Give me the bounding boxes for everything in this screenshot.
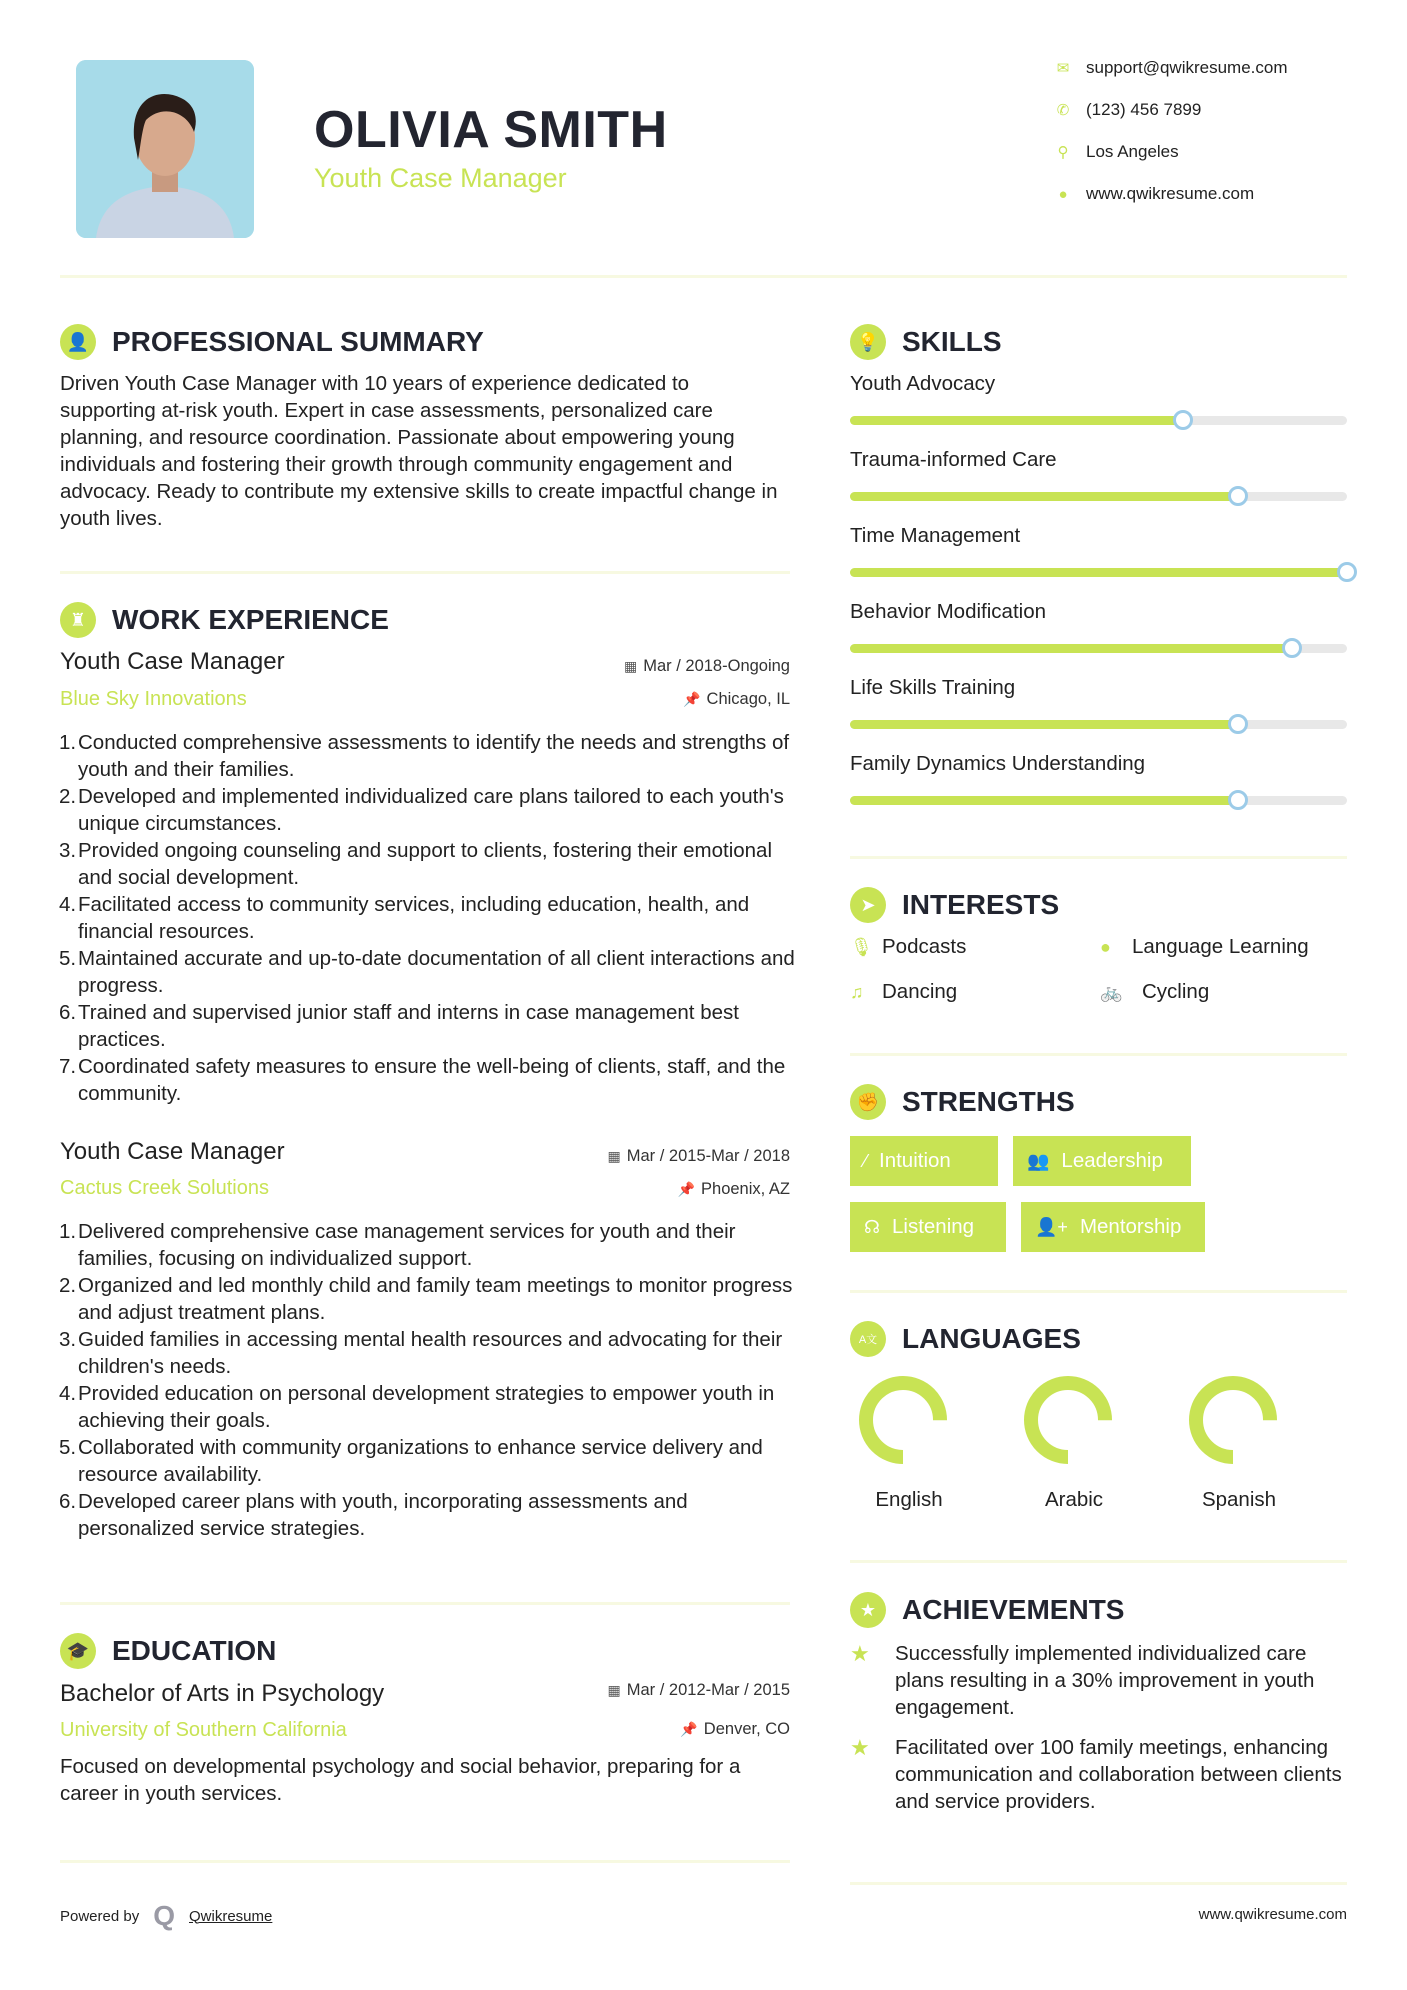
language-icon: A文 [850,1321,886,1357]
summary-heading [60,323,484,361]
strength-chip [1013,1136,1191,1186]
phone-icon: ✆ [1056,102,1070,119]
duty-item: Maintained accurate and up-to-date documentation of all client interactions and progress. [78,947,795,997]
achievements-heading [850,1591,1124,1629]
education-description: Focused on developmental psychology and social behavior, preparing for a career in youth services. [60,1755,741,1805]
school: University of Southern California [60,1719,347,1741]
star-icon: ★ [850,1641,870,1666]
skill-label: Youth Advocacy [850,372,996,395]
skill-bar [850,796,1347,805]
strength-label: Listening [892,1215,975,1238]
divider [850,1882,1347,1885]
skill-bar-knob [1337,562,1357,582]
duty-item: Organized and led monthly child and family team meetings to monitor progress and adjust treatment plans. [78,1274,793,1324]
skill-label: Life Skills Training [850,676,1016,699]
duty-item: Provided education on personal development strategies to empower youth in achieving their goals. [78,1382,775,1432]
duty-item: Developed career plans with youth, incorporating assessments and personalized service strategies. [78,1490,688,1540]
strengths-heading [850,1083,1075,1121]
pin-icon: 📌 [680,1721,698,1737]
interest-label: Cycling [1142,980,1210,1003]
skill-bar-knob [1228,486,1248,506]
strengths-title: STRENGTHS [902,1086,1075,1117]
language-level-ring [853,1370,953,1475]
strength-chip [850,1136,998,1186]
skill-label: Trauma-informed Care [850,448,1057,471]
skill-bar-knob [1228,790,1248,810]
language-ring-arc [866,1383,940,1457]
interest-item [850,980,957,1004]
email-text[interactable]: support@qwikresume.com [1086,58,1288,77]
skill-bar-fill [850,416,1183,425]
candidate-name: OLIVIA SMITH [314,101,668,159]
languages-title: LANGUAGES [902,1323,1081,1354]
skill-bar [850,416,1347,425]
interest-label: Dancing [882,980,958,1003]
job-company: Cactus Creek Solutions [60,1177,269,1199]
strength-label: Leadership [1061,1149,1163,1172]
work-title: WORK EXPERIENCE [112,604,389,635]
language-level-ring [1018,1370,1118,1475]
skill-bar-fill [850,568,1347,577]
star-badge-icon: ★ [850,1592,886,1628]
calendar-icon: ▦ [624,658,638,674]
education-title: EDUCATION [112,1635,277,1666]
user-icon: 👤 [60,324,96,360]
location-text: Los Angeles [1086,142,1179,161]
language-level-ring [1183,1370,1283,1475]
strength-label: Mentorship [1079,1215,1182,1238]
contact-email[interactable] [1052,57,1288,79]
envelope-icon: ✉ [1056,60,1070,77]
skill-bar [850,568,1347,577]
fist-icon: ✊ [850,1084,886,1120]
achievements-title: ACHIEVEMENTS [902,1594,1125,1625]
duty-item: Provided ongoing counseling and support to clients, fostering their emotional and social development. [78,839,773,889]
profile-photo [76,60,254,238]
language-label: English [875,1488,943,1511]
strength-chip [1021,1202,1205,1252]
duty-item: Coordinated safety measures to ensure the well-being of clients, staff, and the community. [78,1055,786,1105]
job-date-text: Mar / 2018-Ongoing [643,657,790,675]
interest-label: Podcasts [882,935,967,958]
achievement-text: Successfully implemented individualized care plans resulting in a 30% improvement in youth engagement. [895,1642,1315,1719]
powered-by-text: Powered by [60,1907,140,1925]
divider [850,1053,1347,1056]
interest-label: Language Learning [1132,935,1309,958]
skills-title: SKILLS [902,326,1002,357]
divider [60,1860,790,1863]
divider [60,571,790,574]
interests-title: INTERESTS [902,889,1060,920]
contact-phone [1052,99,1201,121]
divider [60,1602,790,1605]
pin-icon: 📌 [677,1181,696,1197]
job-duties [60,1218,800,1542]
duty-item: Guided families in accessing mental health resources and advocating for their children's needs. [78,1328,783,1378]
qwikresume-link[interactable]: Qwikresume [189,1907,273,1925]
chair-icon: ♜ [60,602,96,638]
skill-bar [850,644,1347,653]
skill-bar [850,720,1347,729]
skill-bar-knob [1228,714,1248,734]
phone-text: (123) 456 7899 [1086,100,1202,119]
education-date-text: Mar / 2012-Mar / 2015 [626,1681,790,1699]
graduation-icon: 🎓 [60,1633,96,1669]
footer-website[interactable]: www.qwikresume.com [1198,1906,1347,1923]
interest-item [1100,980,1209,1004]
job-location-text: Chicago, IL [706,690,790,708]
star-icon: ★ [850,1735,870,1760]
duty-item: Collaborated with community organizations to enhance service delivery and resource availability. [78,1436,763,1486]
skill-label: Behavior Modification [850,600,1046,623]
duty-item: Conducted comprehensive assessments to identify the needs and strengths of youth and their families. [78,731,790,781]
skill-label: Family Dynamics Understanding [850,752,1146,775]
headphones-icon: ☊ [864,1216,880,1237]
divider [850,856,1347,859]
skill-bar-fill [850,644,1292,653]
job-date [608,1147,790,1166]
divider [850,1560,1347,1563]
candidate-role: Youth Case Manager [314,163,567,193]
job-location-text: Phoenix, AZ [701,1180,790,1198]
skills-heading [850,323,1002,361]
language-label: Arabic [1044,1488,1104,1511]
education-location [680,1720,790,1739]
paper-plane-icon: ➤ [850,887,886,923]
contact-website[interactable] [1052,183,1254,205]
achievement-item [850,1734,1350,1815]
contact-location [1052,141,1179,163]
degree: Bachelor of Arts in Psychology [60,1680,385,1707]
calendar-icon: ▦ [607,1148,621,1164]
job-company: Blue Sky Innovations [60,688,247,710]
language-label: Spanish [1201,1488,1277,1511]
skill-bar-fill [850,720,1238,729]
duty-item: Trained and supervised junior staff and interns in case management best practices. [78,1001,739,1051]
language-ring-arc [1031,1383,1105,1457]
achievement-text: Facilitated over 100 family meetings, enhancing communication and collaboration between clients and service providers. [895,1736,1342,1813]
job-title: Youth Case Manager [60,648,285,675]
job-title: Youth Case Manager [60,1138,285,1165]
skill-bar-knob [1282,638,1302,658]
summary-title: PROFESSIONAL SUMMARY [112,326,484,357]
work-heading [60,601,389,639]
calendar-icon: ▦ [607,1682,621,1698]
interests-heading [850,886,1059,924]
job-location [678,1180,790,1199]
language-ring-arc [1196,1383,1270,1457]
skill-bar-fill [850,492,1238,501]
header-divider [60,275,1347,278]
skill-bar [850,492,1347,501]
globe-icon: ● [1100,936,1111,957]
skill-bar-knob [1173,410,1193,430]
user-plus-icon: 👤+ [1035,1216,1068,1237]
education-heading [60,1632,276,1670]
skill-bar-fill [850,796,1238,805]
pin-icon: 📌 [683,691,701,707]
job-location [683,690,790,709]
footer-powered [60,1900,272,1932]
music-icon: ♫ [850,981,864,1002]
website-text[interactable]: www.qwikresume.com [1086,184,1255,203]
bicycle-icon: 🚲 [1100,981,1123,1002]
job-duties [60,729,800,1107]
microphone-icon: 🎙 [850,936,873,957]
strength-chip [850,1202,1006,1252]
interest-item [1100,935,1309,959]
job-date-text: Mar / 2015-Mar / 2018 [626,1147,790,1165]
education-location-text: Denver, CO [703,1720,790,1738]
magic-wand-icon: ⁄ [864,1150,868,1171]
interest-item [850,935,966,959]
strength-label: Intuition [879,1149,951,1172]
map-marker-icon: ⚲ [1057,144,1069,161]
divider [850,1290,1347,1293]
job-date [624,657,790,676]
duty-item: Delivered comprehensive case management services for youth and their families, focusing on individualized support. [78,1220,736,1270]
achievement-item [850,1640,1350,1721]
users-icon: 👥 [1027,1150,1050,1171]
languages-heading [850,1320,1081,1358]
education-date [608,1681,790,1700]
lightbulb-icon: 💡 [850,324,886,360]
duty-item: Facilitated access to community services, including education, health, and financial resources. [78,893,750,943]
duty-item: Developed and implemented individualized care plans tailored to each youth's unique circumstances. [78,785,784,835]
summary-text: Driven Youth Case Manager with 10 years of experience dedicated to supporting at-risk youth. Expert in case assessments, personalized care planning, and resource coordination. Passionate about empowering young individuals and fostering their growth through community engagement and advocacy. Ready to contribute my extensive skills to create impactful change in youth lives. [60,372,778,530]
qwikresume-logo-icon: Q [153,1900,175,1931]
skill-label: Time Management [850,524,1021,547]
globe-icon: ● [1058,185,1068,203]
